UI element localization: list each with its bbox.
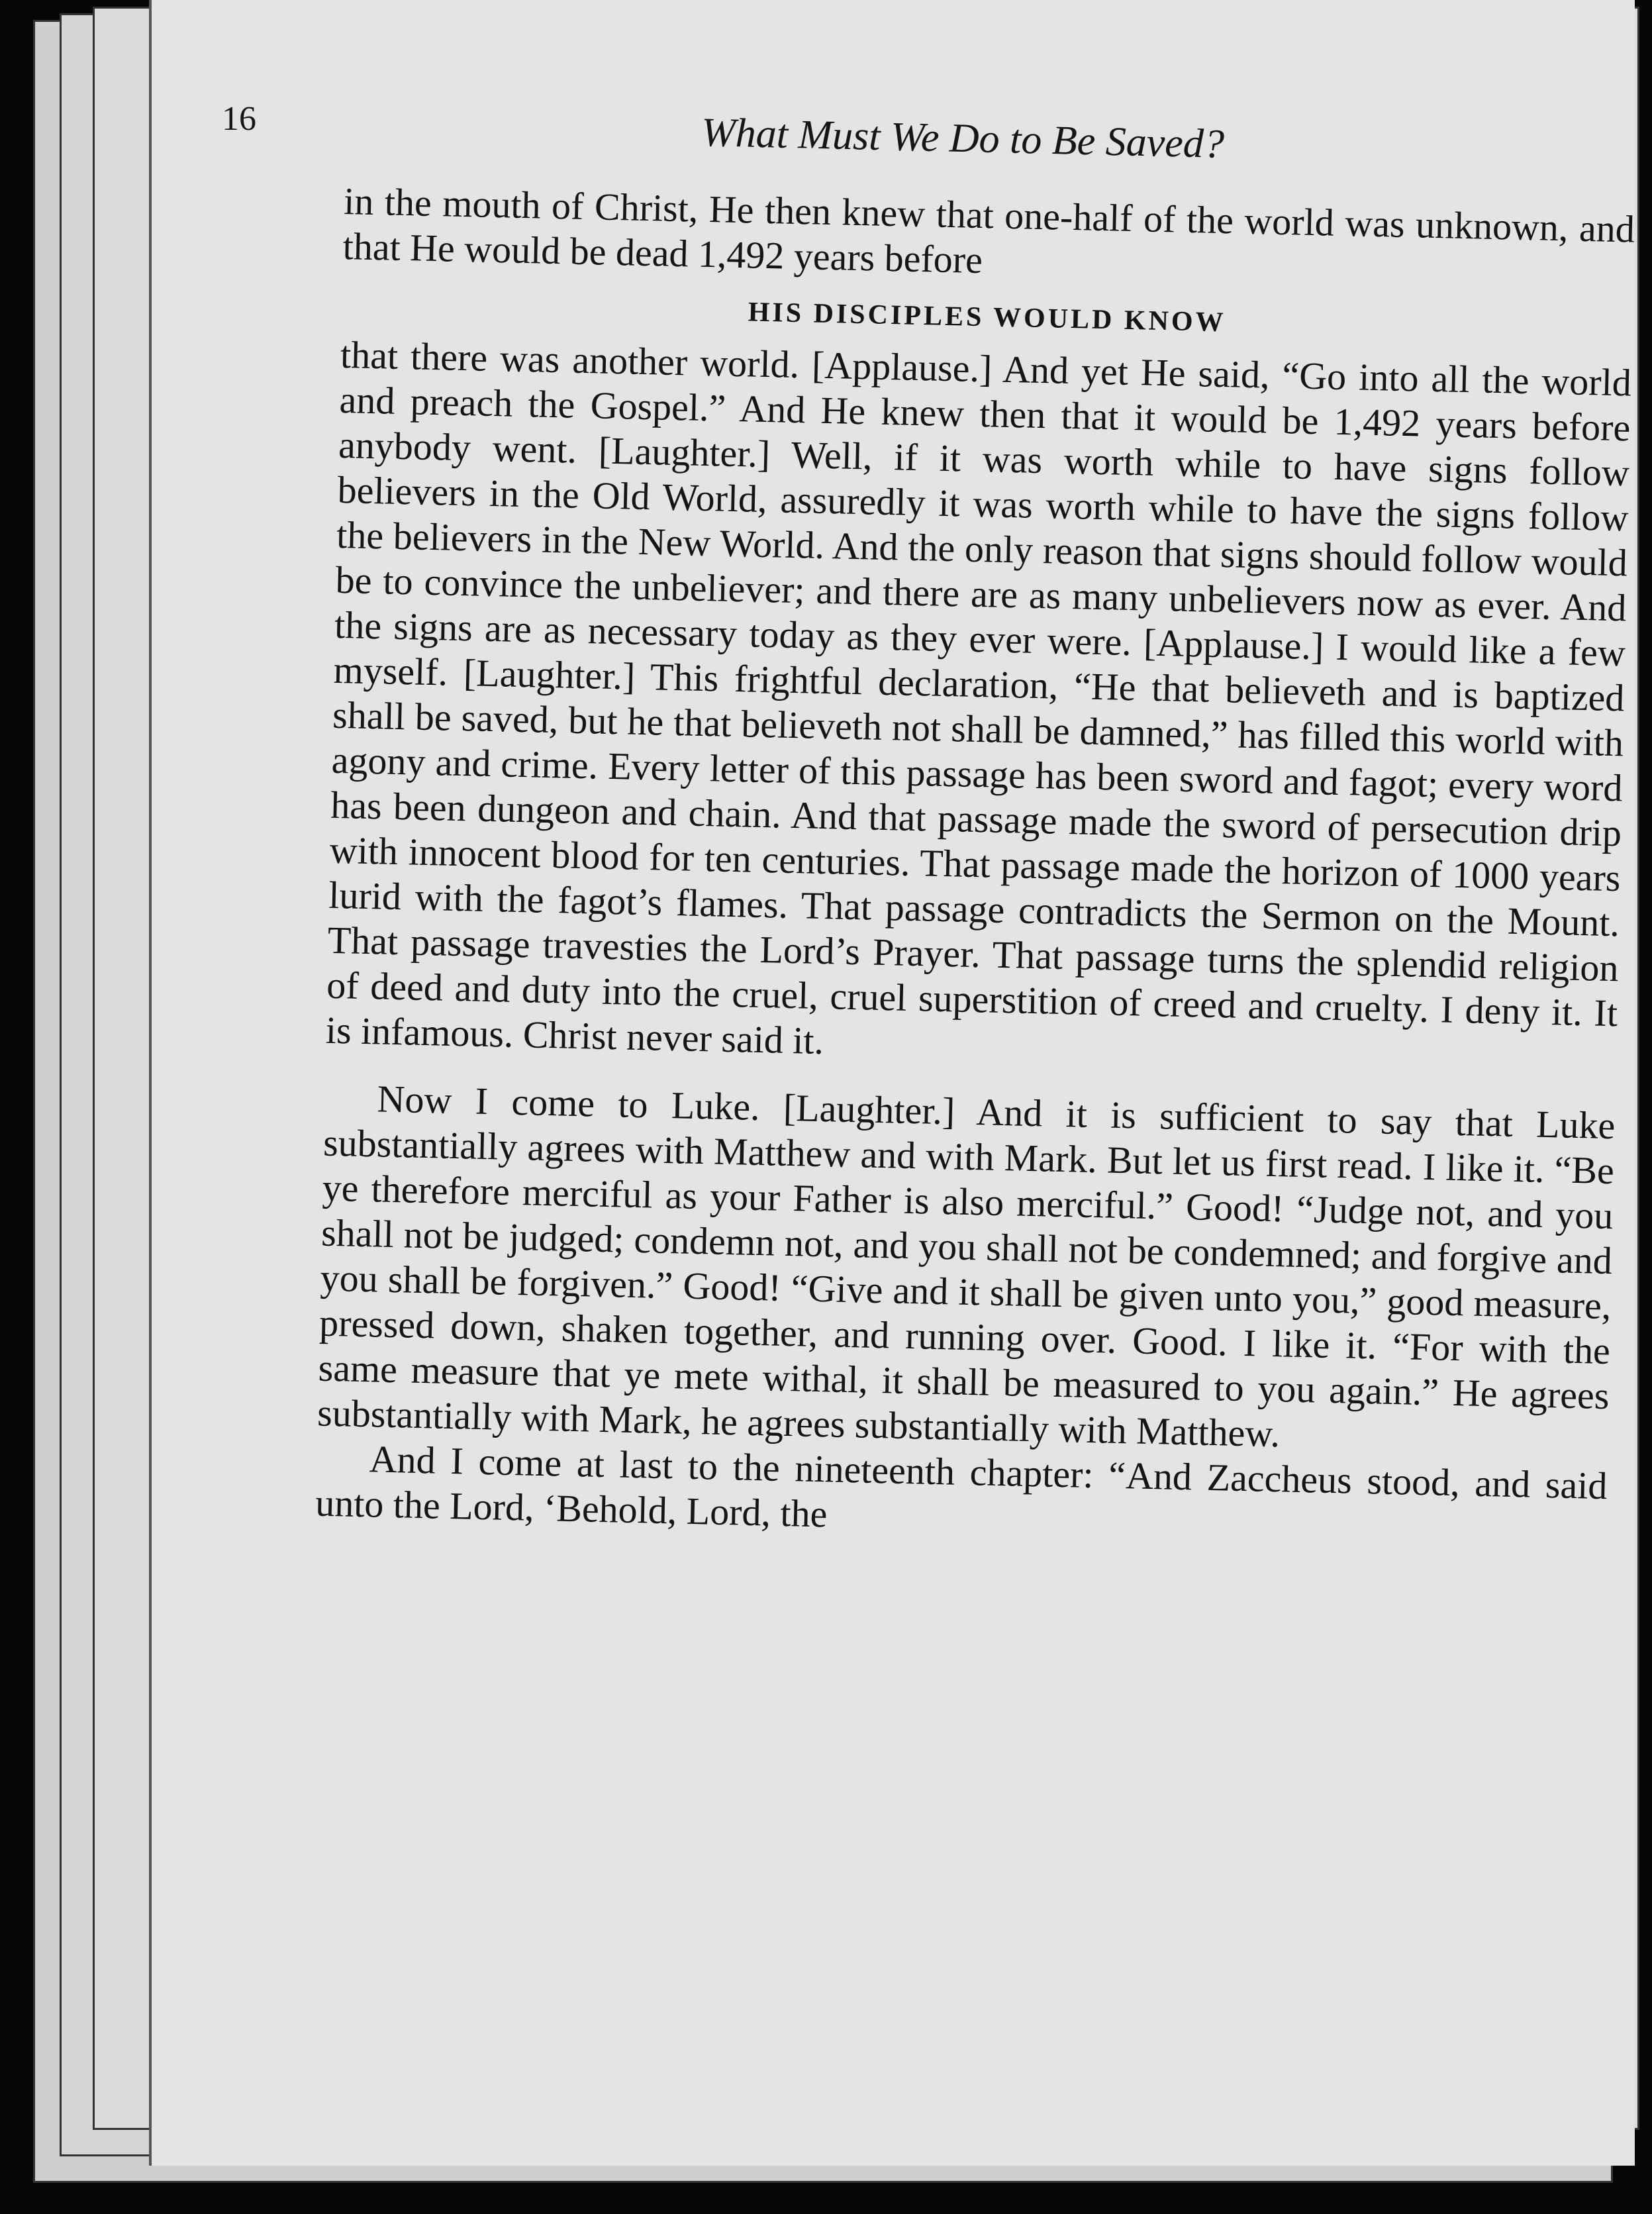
page-body	[315, 179, 1635, 1554]
page-number: 16	[222, 100, 256, 138]
paragraph: in the mouth of Christ, He then knew that one-half of the world was unknown, and that He would be dead 1,492 years before	[342, 179, 1635, 282]
paragraph: that there was another world. [Applause.] And yet He said, “Go into all the world and preach the Gospel.” And He knew then that it would be 1,492 years before anybody went. [Laughter.] Well, if it was worth while to have signs follow believers in the Old World, assuredly it was worth while to have the signs follow the believers in the New World. And the only reason that signs should follow would be to convince the unbeliever; and there are as many unbelievers now as ever. And the signs are as necessary today as they ever were. [Applause.] I would like a few myself. [Laughter.] This frightful declaration, “He that believeth and is baptized shall be saved, but he that believeth not shall be damned,” has filled this world with agony and crime. Every letter of this passage has been sword and fagot; every word has been dungeon and chain. And that passage made the sword of persecution drip with innocent blood for ten centuries. That passage made the horizon of 1000 years lurid with the fagot’s flames. That passage contradicts the Sermon on the Mount. That passage travesties the Lord’s Prayer. That passage turns the splendid religion of deed and duty into the cruel, cruel superstition of creed and cruelty. I deny it. It is infamous. Christ never said it.	[325, 332, 1632, 1063]
paragraph: Now I come to Luke. [Laughter.] And it is sufficient to say that Luke substantially agrees with Matthew and with Mark. But let us first read. I like it. “Be ye therefore merciful as your Father is also merciful.” Good! “Judge not, and you shall not be judged; condemn not, and you shall not be condemned; and forgive and you shall be forgiven.” Good! “Give and it shall be given unto you,” good measure, pressed down, shaken together, and running over. Good. I like it. “For with the same measure that ye mete withal, it shall be measured to you again.” He agrees substantially with Mark, he agrees substantially with Matthew.	[316, 1077, 1616, 1456]
paragraph: And I come at last to the nineteenth chapter: “And Zaccheus stood, and said unto the Lord, ‘Behold, Lord, the	[315, 1437, 1608, 1536]
running-title: What Must We Do to Be Saved?	[701, 109, 1225, 167]
section-subheading: HIS DISCIPLES WOULD KNOW	[748, 297, 1227, 338]
